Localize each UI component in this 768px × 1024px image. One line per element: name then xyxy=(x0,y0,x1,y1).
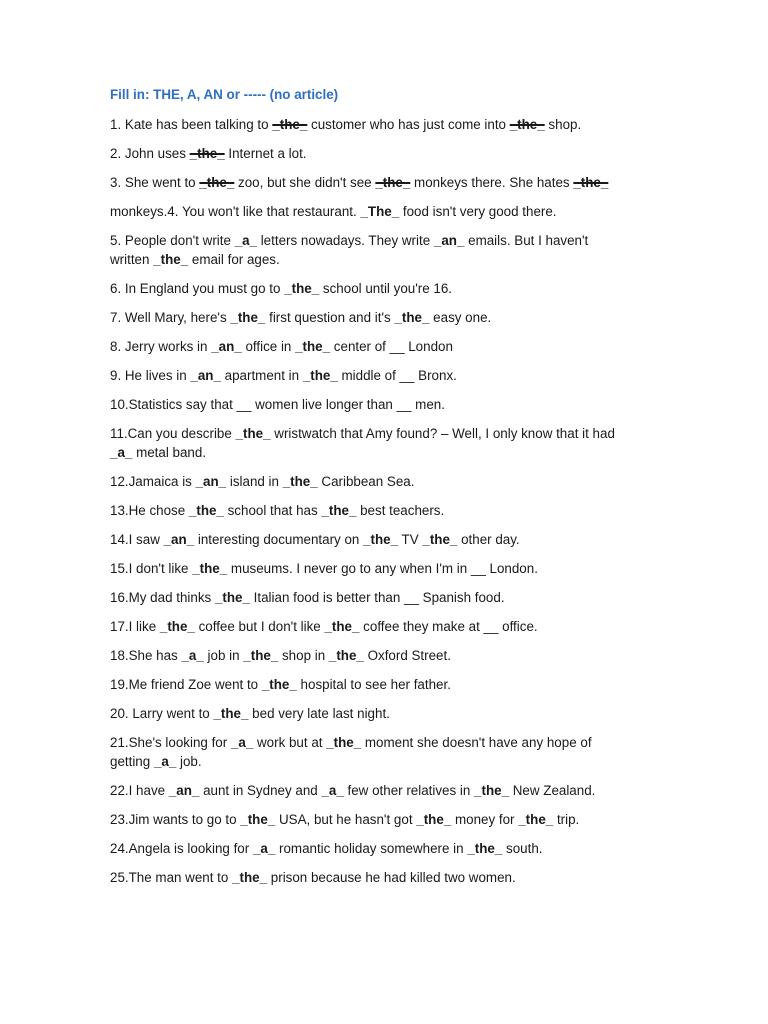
answer-article: _the_ xyxy=(214,590,250,605)
exercise-line xyxy=(110,473,414,492)
sentence-text: 23.Jim wants to go to xyxy=(110,812,241,827)
sentence-text: monkeys.4. You won't like that restaurant. xyxy=(110,204,361,219)
exercise-line xyxy=(110,840,543,859)
answer-article: _the_ xyxy=(240,812,276,827)
exercise-line xyxy=(110,531,520,550)
answer-article: _the_ xyxy=(235,426,271,441)
sentence-text: 17.I like xyxy=(110,619,160,634)
sentence-text: Caribbean Sea. xyxy=(317,474,415,489)
sentence-text: trip. xyxy=(553,812,580,827)
answer-article: _the_ xyxy=(284,281,320,296)
answer-article: _the_ xyxy=(153,252,189,267)
answer-article: _a_ xyxy=(321,783,344,798)
sentence-text: coffee but I don't like xyxy=(194,619,325,634)
answer-article: _the_ xyxy=(302,368,338,383)
sentence-text: 19.Me friend Zoe went to xyxy=(110,677,262,692)
sentence-text: 8. Jerry works in xyxy=(110,339,212,354)
sentence-text: south. xyxy=(502,841,543,856)
answer-article: _the_ xyxy=(416,812,452,827)
answer-article: _the_ xyxy=(321,503,357,518)
exercise-line xyxy=(110,618,538,637)
sentence-text: USA, but he hasn't got xyxy=(275,812,417,827)
sentence-text: emails. But I haven't xyxy=(464,233,589,248)
exercise-line xyxy=(110,676,451,695)
sentence-text: 12.Jamaica is xyxy=(110,474,196,489)
answer-article: _the_ xyxy=(243,648,279,663)
sentence-text: school until you're 16. xyxy=(319,281,453,296)
exercise-line xyxy=(110,705,390,724)
answer-article: _the_ xyxy=(324,619,360,634)
sentence-text: 20. Larry went to xyxy=(110,706,214,721)
sentence-text: 1. Kate has been talking to xyxy=(110,117,273,132)
answer-article: _the_ xyxy=(192,561,228,576)
sentence-text: coffee they make at __ office. xyxy=(359,619,538,634)
sentence-text: written xyxy=(110,252,154,267)
sentence-text: 7. Well Mary, here's xyxy=(110,310,231,325)
sentence-text: 6. In England you must go to xyxy=(110,281,285,296)
sentence-text: other day. xyxy=(457,532,520,547)
sentence-text: money for xyxy=(451,812,519,827)
answer-article: _the_ xyxy=(295,339,331,354)
answer-article: _the_ xyxy=(328,648,364,663)
exercise-line xyxy=(110,589,505,608)
answer-article: _the_ xyxy=(394,310,430,325)
answer-article: _an_ xyxy=(195,474,227,489)
sentence-text: monkeys there. She hates xyxy=(410,175,574,190)
sentence-text: school that has xyxy=(223,503,322,518)
answer-article: _the_ xyxy=(467,841,503,856)
sentence-text: romantic holiday somewhere in xyxy=(275,841,468,856)
exercise-line xyxy=(110,869,516,888)
sentence-text: Italian food is better than __ Spanish food. xyxy=(249,590,505,605)
sentence-text: apartment in xyxy=(220,368,303,383)
exercise-line xyxy=(110,560,538,579)
answer-article: _a_ xyxy=(252,841,276,856)
sentence-text: email for ages. xyxy=(188,252,280,267)
sentence-text: prison because he had killed two women. xyxy=(267,870,516,885)
sentence-text: job. xyxy=(176,754,202,769)
sentence-text: TV xyxy=(398,532,423,547)
sentence-text: 25.The man went to xyxy=(110,870,233,885)
exercise-line xyxy=(110,782,595,801)
sentence-text: 13.He chose xyxy=(110,503,189,518)
exercise-line xyxy=(110,425,615,444)
sentence-text: 3. She went to xyxy=(110,175,200,190)
exercise-line xyxy=(110,811,579,830)
sentence-text: 14.I saw xyxy=(110,532,164,547)
answer-article: _a_ xyxy=(110,445,133,460)
answer-article: _the_ xyxy=(326,735,362,750)
answer-article: _the_ xyxy=(213,706,249,721)
sentence-text: work but at xyxy=(253,735,327,750)
sentence-text: food isn't very good there. xyxy=(399,204,557,219)
answer-article: _an_ xyxy=(190,368,221,383)
exercise-line xyxy=(110,116,581,135)
sentence-text: 24.Angela is looking for xyxy=(110,841,253,856)
sentence-text: 2. John uses xyxy=(110,146,190,161)
sentence-text: letters nowadays. They write xyxy=(256,233,434,248)
exercise-line xyxy=(110,444,206,463)
exercise-line xyxy=(110,338,453,357)
sentence-text: getting xyxy=(110,754,154,769)
sentence-text: few other relatives in xyxy=(343,783,475,798)
sentence-text: metal band. xyxy=(132,445,207,460)
exercise-line xyxy=(110,753,202,772)
sentence-text: 5. People don't write xyxy=(110,233,235,248)
sentence-text: hospital to see her father. xyxy=(296,677,451,692)
sentence-text: moment she doesn't have any hope of xyxy=(361,735,592,750)
sentence-text: easy one. xyxy=(429,310,492,325)
answer-article: _the_ xyxy=(230,310,266,325)
answer-article: _an_ xyxy=(163,532,195,547)
sentence-text: bed very late last night. xyxy=(248,706,390,721)
exercise-line xyxy=(110,309,491,328)
sentence-text: 10.Statistics say that __ women live longer than __ men. xyxy=(110,397,445,412)
sentence-text: Internet a lot. xyxy=(224,146,307,161)
answer-article: _a_ xyxy=(181,648,204,663)
exercise-heading: Fill in: THE, A, AN or ----- (no article) xyxy=(110,87,339,102)
sentence-text: office in xyxy=(241,339,296,354)
exercise-line xyxy=(110,647,451,666)
sentence-text: shop in xyxy=(278,648,329,663)
sentence-text: 9. He lives in xyxy=(110,368,191,383)
answer-article: _the_ xyxy=(159,619,195,634)
exercise-line xyxy=(110,232,588,251)
answer-article: _an_ xyxy=(433,233,465,248)
sentence-text: island in xyxy=(226,474,283,489)
sentence-text: customer who has just come into xyxy=(307,117,510,132)
answer-article: _the_ xyxy=(189,146,225,161)
answer-article: _the_ xyxy=(282,474,318,489)
sentence-text: center of __ London xyxy=(330,339,453,354)
sentence-text: first question and it's xyxy=(265,310,395,325)
answer-article: _the_ xyxy=(261,677,297,692)
sentence-text: 21.She's looking for xyxy=(110,735,231,750)
exercise-line xyxy=(110,251,280,270)
answer-article: _the_ xyxy=(573,175,609,190)
exercise-line xyxy=(110,203,557,222)
sentence-text: zoo, but she didn't see xyxy=(234,175,376,190)
sentence-text: 11.Can you describe xyxy=(110,426,236,441)
sentence-text: 16.My dad thinks xyxy=(110,590,215,605)
exercise-line xyxy=(110,367,457,386)
answer-article: _the_ xyxy=(199,175,235,190)
sentence-text: New Zealand. xyxy=(509,783,596,798)
answer-article: _a_ xyxy=(153,754,177,769)
sentence-text: museums. I never go to any when I'm in __ London. xyxy=(227,561,538,576)
sentence-text: job in xyxy=(203,648,244,663)
answer-article: _the_ xyxy=(375,175,411,190)
sentence-text: Oxford Street. xyxy=(363,648,451,663)
answer-article: _the_ xyxy=(188,503,224,518)
answer-article: _The_ xyxy=(360,204,400,219)
answer-article: _the_ xyxy=(474,783,510,798)
sentence-text: aunt in Sydney and xyxy=(199,783,322,798)
sentence-text: shop. xyxy=(544,117,582,132)
answer-article: _an_ xyxy=(211,339,242,354)
sentence-text: 22.I have xyxy=(110,783,169,798)
sentence-text: 18.She has xyxy=(110,648,182,663)
answer-article: _a_ xyxy=(230,735,254,750)
answer-article: _the_ xyxy=(509,117,545,132)
answer-article: _an_ xyxy=(168,783,200,798)
sentence-text: 15.I don't like xyxy=(110,561,193,576)
answer-article: _the_ xyxy=(232,870,268,885)
sentence-text: middle of __ Bronx. xyxy=(337,368,457,383)
answer-article: _a_ xyxy=(234,233,257,248)
exercise-line xyxy=(110,174,608,193)
answer-article: _the_ xyxy=(272,117,308,132)
answer-article: _the_ xyxy=(363,532,399,547)
exercise-line xyxy=(110,145,307,164)
sentence-text: wristwatch that Amy found? – Well, I only know that it had xyxy=(270,426,615,441)
answer-article: _the_ xyxy=(422,532,458,547)
sentence-text: interesting documentary on xyxy=(194,532,364,547)
sentence-text: best teachers. xyxy=(356,503,445,518)
exercise-line xyxy=(110,502,444,521)
exercise-line xyxy=(110,734,592,753)
exercise-line xyxy=(110,280,452,299)
answer-article: _the_ xyxy=(518,812,554,827)
exercise-line xyxy=(110,396,445,415)
